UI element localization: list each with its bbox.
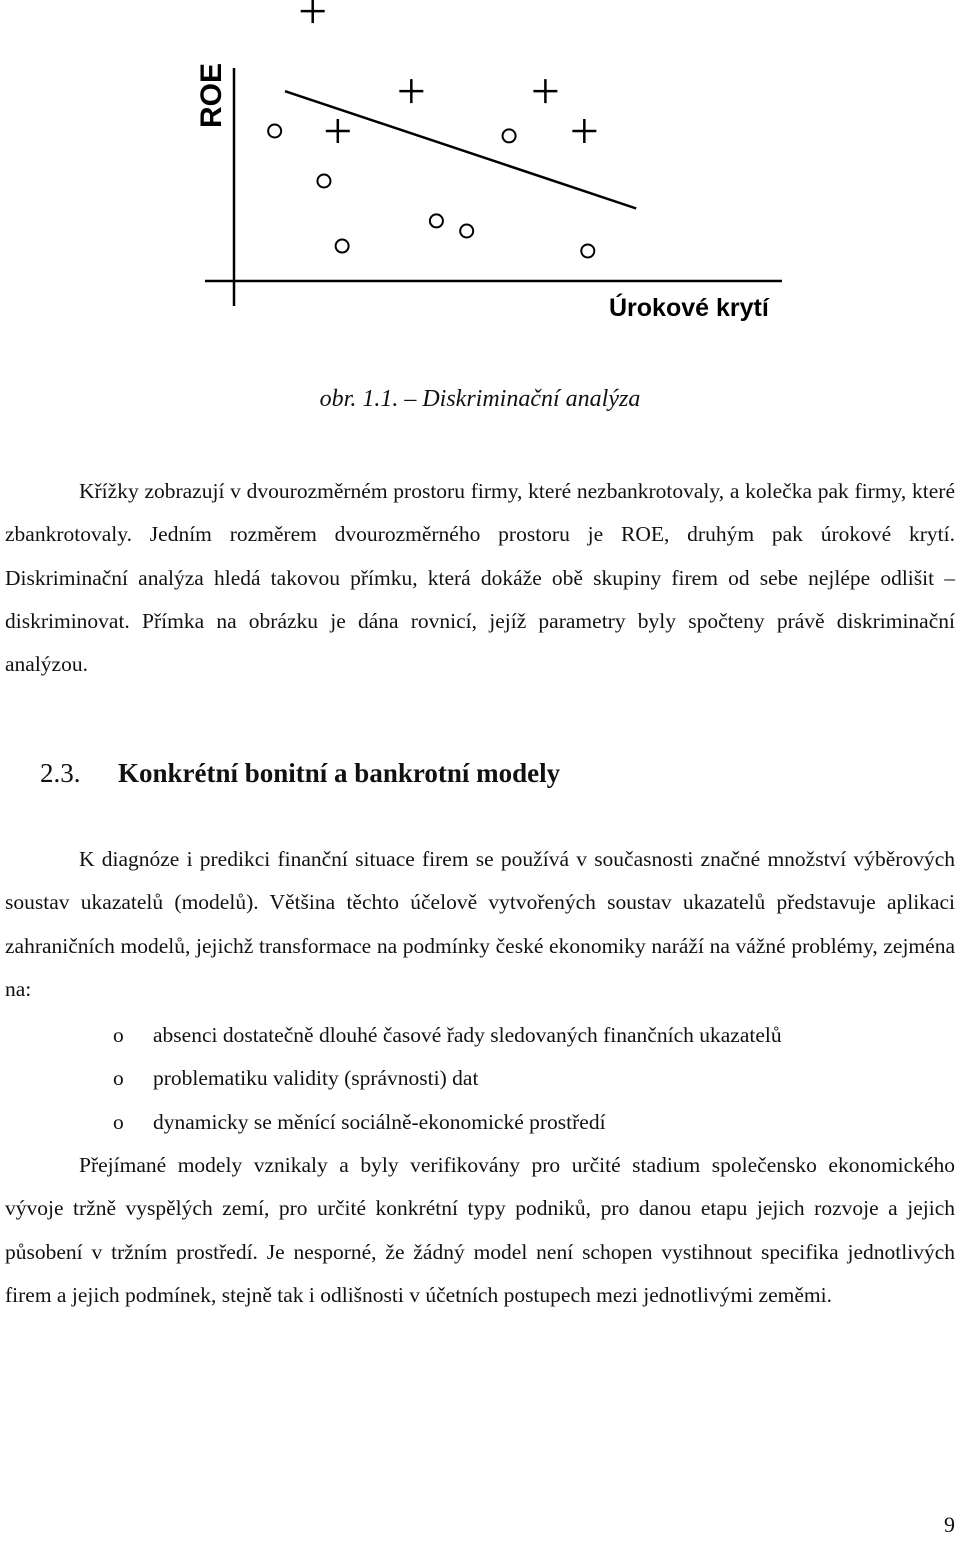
y-axis-label: ROE — [195, 62, 228, 128]
list-item-text: problematiku validity (správnosti) dat — [153, 1066, 479, 1091]
list-item — [0, 1101, 955, 1144]
section-title: Konkrétní bonitní a bankrotní modely — [118, 758, 561, 788]
list-item — [0, 1014, 955, 1057]
discriminant-analysis-chart — [0, 0, 960, 360]
circle-point — [503, 129, 516, 142]
cross-point — [326, 119, 350, 143]
circle-point — [268, 125, 281, 138]
paragraph-intro — [5, 470, 955, 686]
circle-point — [336, 240, 349, 253]
cross-point — [533, 79, 557, 103]
problem-list — [0, 1014, 955, 1144]
x-axis-label: Úrokové krytí — [609, 294, 769, 322]
circle-point — [581, 244, 594, 257]
page-number: 9 — [944, 1512, 955, 1537]
paragraph-models-text: K diagnóze i predikci finanční situace firem se používá v současnosti značné množství výběrových soustav ukazatelů (modelů). Většina těchto účelově vytvořených soustav ukazatelů představuje aplikaci zahraničních modelů, jejichž transformace na podmínky české ekonomiky naráží na vážné problémy, zejména na: — [5, 847, 955, 1001]
list-bullet: o — [113, 1023, 124, 1047]
list-item-text: dynamicky se měnící sociálně-ekonomické prostředí — [153, 1109, 606, 1134]
list-bullet: o — [113, 1109, 124, 1134]
circle-point — [460, 225, 473, 238]
list-bullet: o — [113, 1066, 124, 1091]
section-number: 2.3. — [40, 758, 81, 788]
figure-caption: obr. 1.1. – Diskriminační analýza — [319, 386, 641, 412]
circle-point — [430, 214, 443, 227]
paragraph-models — [5, 838, 955, 1011]
paragraph-adopted-models-text: Přejímané modely vznikaly a byly verifikovány pro určité stadium společensko ekonomického vývoje tržně vyspělých zemí, pro určité konkrétní typy podniků, pro danou etapu jejich rozvoje a jejich působení v tržním prostředí. Je nesporné, že žádný model není schopen vystihnout specifika jednotlivých firem a jejich podmínek, stejně tak i odlišnosti v účetních postupech mezi jednotlivými zeměmi. — [5, 1153, 955, 1307]
discriminant-line — [285, 91, 636, 208]
cross-point — [572, 119, 596, 143]
cross-point — [399, 79, 423, 103]
list-item-text: absenci dostatečně dlouhé časové řady sledovaných finančních ukazatelů — [153, 1023, 782, 1047]
section-heading — [40, 758, 560, 789]
paragraph-intro-text: Křížky zobrazují v dvourozměrném prostoru firmy, které nezbankrotovaly, a kolečka pak firmy, které zbankrotovaly. Jedním rozměrem dvourozměrného prostoru je ROE, druhým pak úrokové krytí. Diskriminační analýza hledá takovou přímku, která dokáže obě skupiny firem od sebe nejlépe odlišit – diskriminovat. Přímka na obrázku je dána rovnicí, jejíž parametry byly spočteny právě diskriminační analýzou. — [5, 479, 955, 677]
circle-point — [317, 175, 330, 188]
cross-point — [301, 0, 325, 23]
list-item — [0, 1057, 955, 1100]
paragraph-adopted-models — [5, 1144, 955, 1317]
